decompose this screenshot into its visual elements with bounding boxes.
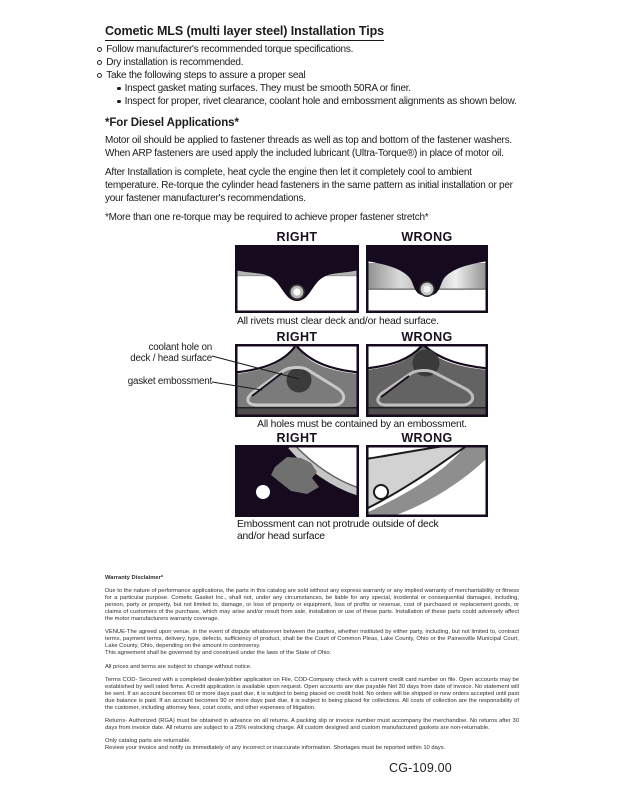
wrong-label-row2: WRONG — [401, 330, 453, 344]
row2-caption: All holes must be contained by an embossment. — [257, 419, 467, 430]
tip-text: Follow manufacturer's recommended torque specifications. — [106, 44, 354, 55]
governing-law-line: This agreement shall be governed by and construed under the laws of the State of Ohio. — [105, 650, 332, 657]
row3-caption-line1: Embossment can not protrude outside of deck — [237, 519, 439, 530]
page-number: CG-109.00 — [389, 761, 452, 775]
list-item — [97, 69, 527, 82]
right-label-row2: RIGHT — [276, 330, 318, 344]
page-title: Cometic MLS (multi layer steel) Installation Tips — [105, 24, 384, 41]
diagram-edge-right — [235, 445, 359, 517]
catalog-returnable-line: Only catalog parts are returnable. — [105, 738, 192, 745]
terms-paragraph: Terms COD- Secured with a completed dealer/jobber application on File, COD-Company check with a current credit card number on file. Open accounts may be established by well rated firms. A credit application is available upon request. Open accounts are due payable Net 30 days from date of invoice. No statement will be sent. If an account becomes 60 or more days past due, it is subject to being placed on credit hold. No orders will be shipped or new orders accepted until past due balance is paid. If an account becomes 90 or more days past due, it is subject to being placed for collections. All costs of collection are the responsibility of the customer, including attorney fees, court costs, and other expenses of litigation. — [105, 676, 519, 711]
circle-bullet-icon — [97, 47, 102, 52]
returns-paragraph: Returns- Authorized (RGA) must be obtained in advance on all returns. A packing slip or invoice number must accompany the merchandise. No returns after 30 days from invoice date. All returns are subject to a 25% restocking charge. All custom designed and custom manufactured gaskets are non-returnable. — [105, 718, 519, 731]
diesel-note: *More than one re-torque may be required to achieve proper fastener stretch* — [105, 212, 429, 223]
diagram-coolant-right — [235, 344, 359, 417]
list-item — [117, 82, 527, 95]
warranty-disclaimer-heading: Warranty Disclaimer* — [105, 575, 164, 581]
diagram-rivet-right — [235, 245, 359, 313]
annotation-coolant-hole-line2: deck / head surface — [130, 353, 212, 364]
row3-caption — [237, 519, 487, 543]
diagram-edge-wrong — [366, 445, 488, 517]
right-label-row3: RIGHT — [276, 431, 318, 445]
venue-paragraph: VENUE-The agreed upon venue, in the event of dispute whatsoever between the parties, whether instituted by either party, including, but not limited to, contract terms, payment terms, delivery, type, defects, sufficiency of product, shall be the Court of Common Pleas, Lake County, Ohio or the Painesville Municipal Court, Lake County, Ohio, depending on the amount in controversy. — [105, 629, 519, 650]
tip-text: Inspect gasket mating surfaces. They must be smooth 50RA or finer. — [124, 83, 411, 94]
diagram-rivet-wrong — [366, 245, 488, 313]
annotation-coolant-hole: coolant hole on — [148, 342, 212, 353]
review-invoice-line: Review your invoice and notify us immediately of any incorrect or inaccurate information. Shortages must be reported within 10 days. — [105, 745, 446, 752]
row1-caption: All rivets must clear deck and/or head surface. — [237, 316, 439, 327]
dot-bullet-icon — [117, 100, 121, 104]
list-item — [117, 95, 527, 108]
diagram-annotations — [100, 342, 212, 387]
bolt-hole — [374, 485, 388, 499]
circle-bullet-icon — [97, 60, 102, 65]
tip-text: Dry installation is recommended. — [106, 57, 244, 68]
diesel-paragraph-2: After Installation is complete, heat cycle the engine then let it completely cool to ambient temperature. Re-torque the cylinder head fasteners in the same pattern as initial installation or per your fastener manufacturer's recommendations. — [105, 167, 513, 204]
wrong-label-row3: WRONG — [401, 431, 453, 445]
tip-text: Inspect for proper, rivet clearance, coolant hole and embossment alignments as shown below. — [124, 96, 517, 107]
dot-bullet-icon — [117, 87, 121, 91]
legal-fine-print — [105, 575, 519, 759]
wrong-label-row1: WRONG — [401, 230, 453, 244]
right-label-row1: RIGHT — [276, 230, 318, 244]
diesel-section-heading: *For Diesel Applications* — [105, 117, 239, 129]
circle-bullet-icon — [97, 73, 102, 78]
diesel-paragraph-1: Motor oil should be applied to fastener threads as well as top and bottom of the fastener washers. When ARP fasteners are used apply the included lubricant (Ultra-Torque®) in place of motor oil. — [105, 135, 512, 159]
installation-tips-list — [97, 43, 527, 108]
bolt-hole — [256, 485, 270, 499]
prices-line: All prices and terms are subject to change without notice. — [105, 663, 252, 670]
warranty-paragraph: Due to the nature of performance applications, the parts in this catalog are sold without any express warranty or any implied warranty of merchantability or fitness for a particular purpose. Cometic Gasket Inc., shall not, under any circumstances, be liable for any special, incidental or consequential damages, including, person, party or property, but not limited to, damage, or loss of property or equipment, loss of profits or revenue, cost of purchased or replacement goods, or claims of customers of the purchase, which may arise and/or result from sale, installation or use of these parts. Installation of these parts could adversely affect the motor manufacturers warranty coverage. — [105, 588, 519, 623]
tip-text: Take the following steps to assure a proper seal — [106, 70, 306, 81]
row3-caption-line2: and/or head surface — [237, 531, 325, 542]
list-item — [97, 56, 527, 69]
list-item — [97, 43, 527, 56]
annotation-gasket-embossment: gasket embossment — [127, 376, 212, 387]
diagram-coolant-wrong — [366, 344, 488, 417]
